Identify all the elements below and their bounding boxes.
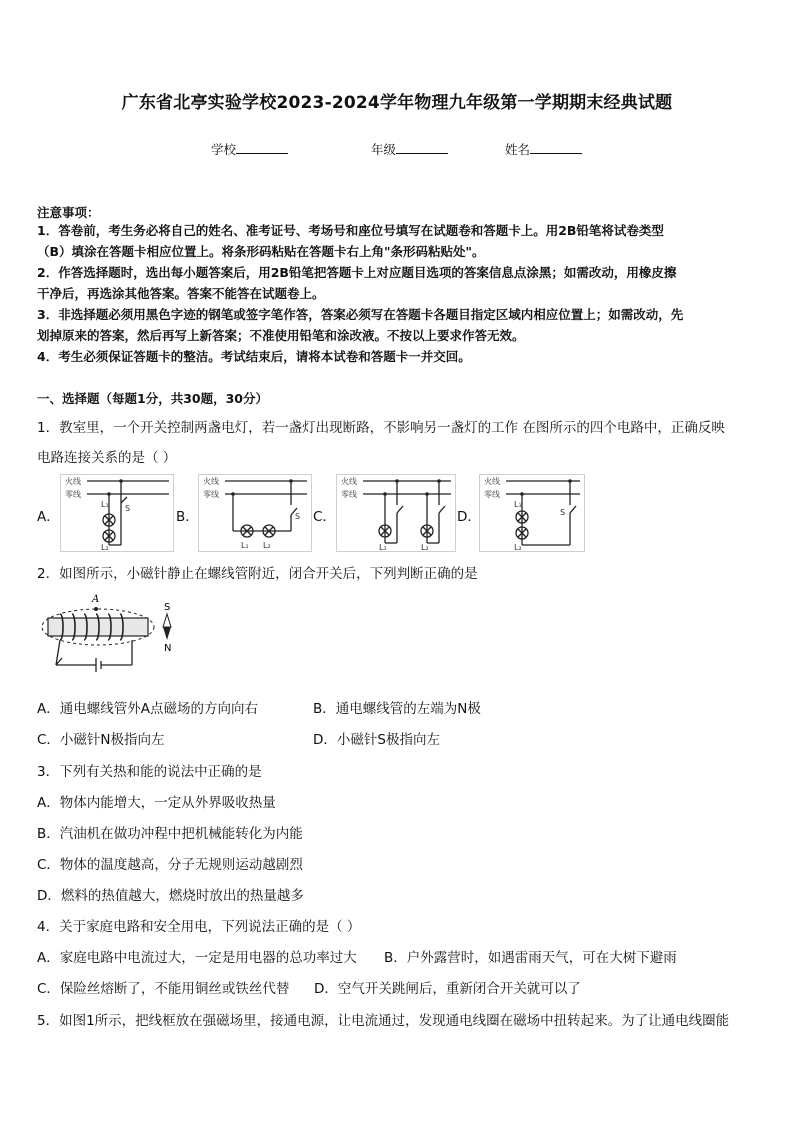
grade-label: 年级 xyxy=(371,142,397,157)
q2-option-d: D．小磁针S极指向左 xyxy=(313,732,440,748)
lamp-label: L₁ xyxy=(101,500,109,509)
grade-field xyxy=(371,140,448,158)
note-line: 干净后，再选涂其他答案。答案不能答在试题卷上。 xyxy=(37,286,325,301)
note-line: 1．答卷前，考生务必将自己的姓名、准考证号、考场号和座位号填写在试题卷和答题卡上。用2B铅笔将试卷类型 xyxy=(37,223,664,238)
note-item-4 xyxy=(37,346,759,367)
switch-label: S xyxy=(560,508,566,517)
q1-option-c-label: C． xyxy=(313,509,336,525)
q2-option-b: B．通电螺线管的左端为N极 xyxy=(313,701,481,717)
lamp-label: L₁ xyxy=(379,543,387,552)
switch-label: S xyxy=(125,504,131,513)
q4-option-b: B．户外露营时，如遇雷雨天气，可在大树下避雨 xyxy=(384,950,677,966)
note-line: 3．非选择题必须用黑色字迹的钢笔或签字笔作答，答案必须写在答题卡各题目指定区域内相应位置上；如需改动，先 xyxy=(37,307,684,322)
circuit-diagram-b xyxy=(198,474,312,552)
lamp-label: L₂ xyxy=(263,541,271,550)
q3-stem: 3．下列有关热和能的说法中正确的是 xyxy=(37,764,262,780)
note-item-2 xyxy=(37,262,759,304)
q3-option-b: B．汽油机在做功冲程中把机械能转化为内能 xyxy=(37,826,303,842)
circuit-diagram-d xyxy=(479,474,585,552)
name-field xyxy=(505,140,582,158)
lamp-label: L₁ xyxy=(241,541,249,550)
name-label: 姓名 xyxy=(505,142,531,157)
note-item-3 xyxy=(37,304,759,346)
neutral-wire-label: 零线 xyxy=(203,490,219,499)
q2-option-a: A．通电螺线管外A点磁场的方向向右 xyxy=(37,701,258,717)
grade-blank xyxy=(396,141,448,154)
q1-option-b-label: B． xyxy=(176,509,199,525)
school-field xyxy=(211,140,288,158)
lamp-label: L₁ xyxy=(514,500,522,509)
neutral-wire-label: 零线 xyxy=(65,490,81,499)
q1-option-d-label: D． xyxy=(457,509,481,525)
q4-option-c: C．保险丝熔断了，不能用铜丝或铁丝代替 xyxy=(37,981,290,997)
q2-stem: 2．如图所示，小磁针静止在螺线管附近，闭合开关后，下列判断正确的是 xyxy=(37,566,478,582)
switch-label: S xyxy=(295,512,301,521)
neutral-wire-label: 零线 xyxy=(484,490,500,499)
live-wire-label: 火线 xyxy=(341,477,357,486)
q3-option-d: D．燃料的热值越大，燃烧时放出的热量越多 xyxy=(37,888,304,904)
lamp-label: L₂ xyxy=(101,543,109,552)
q1-stem-line1: 1．教室里，一个开关控制两盏电灯，若一盏灯出现断路，不影响另一盏灯的工作 在图所示的四个电路中，正确反映 xyxy=(37,420,725,436)
q1-option-a-label: A． xyxy=(37,509,60,525)
q2-option-c: C．小磁针N极指向左 xyxy=(37,732,165,748)
circuit-diagram-a xyxy=(60,474,174,552)
name-blank xyxy=(530,141,582,154)
notes-heading: 注意事项： xyxy=(37,205,100,220)
q3-option-a: A．物体内能增大，一定从外界吸收热量 xyxy=(37,795,276,811)
q4-option-d: D．空气开关跳闸后，重新闭合开关就可以了 xyxy=(314,981,581,997)
page-title: 广东省北亭实验学校2023-2024学年物理九年级第一学期期末经典试题 xyxy=(121,93,673,113)
note-line: 2．作答选择题时，选出每小题答案后，用2B铅笔把答题卡上对应题目选项的答案信息点涂黑；如需改动，用橡皮擦 xyxy=(37,265,677,280)
q1-stem-line2: 电路连接关系的是（ ） xyxy=(37,450,177,466)
circuit-diagram-c xyxy=(336,474,456,552)
note-line: 4．考生必须保证答题卡的整洁。考试结束后，请将本试卷和答题卡一并交回。 xyxy=(37,349,471,364)
live-wire-label: 火线 xyxy=(203,477,219,486)
point-a-label: A xyxy=(92,594,100,605)
live-wire-label: 火线 xyxy=(484,477,500,486)
q4-stem: 4．关于家庭电路和安全用电，下列说法正确的是（ ） xyxy=(37,919,361,935)
school-label: 学校 xyxy=(211,142,237,157)
q4-option-a: A．家庭电路中电流过大，一定是用电器的总功率过大 xyxy=(37,950,357,966)
neutral-wire-label: 零线 xyxy=(341,490,357,499)
q3-option-c: C．物体的温度越高，分子无规则运动越剧烈 xyxy=(37,857,303,873)
note-line: （B）填涂在答题卡相应位置上。将条形码粘贴在答题卡右上角"条形码粘贴处"。 xyxy=(37,244,485,259)
needle-s-label: S xyxy=(164,602,171,613)
solenoid-diagram xyxy=(36,590,186,682)
lamp-label: L₂ xyxy=(421,543,429,552)
school-blank xyxy=(236,141,288,154)
lamp-label: L₂ xyxy=(514,543,522,552)
note-line: 划掉原来的答案，然后再写上新答案；不准使用铅笔和涂改液。不按以上要求作答无效。 xyxy=(37,328,525,343)
section-heading: 一、选择题（每题1分，共30题，30分） xyxy=(37,391,268,406)
live-wire-label: 火线 xyxy=(65,477,81,486)
note-item-1 xyxy=(37,220,759,262)
needle-n-label: N xyxy=(164,643,172,654)
q5-stem: 5．如图1所示，把线框放在强磁场里，接通电源，让电流通过，发现通电线圈在磁场中扭转起来。为了让通电线圈能 xyxy=(37,1013,730,1029)
